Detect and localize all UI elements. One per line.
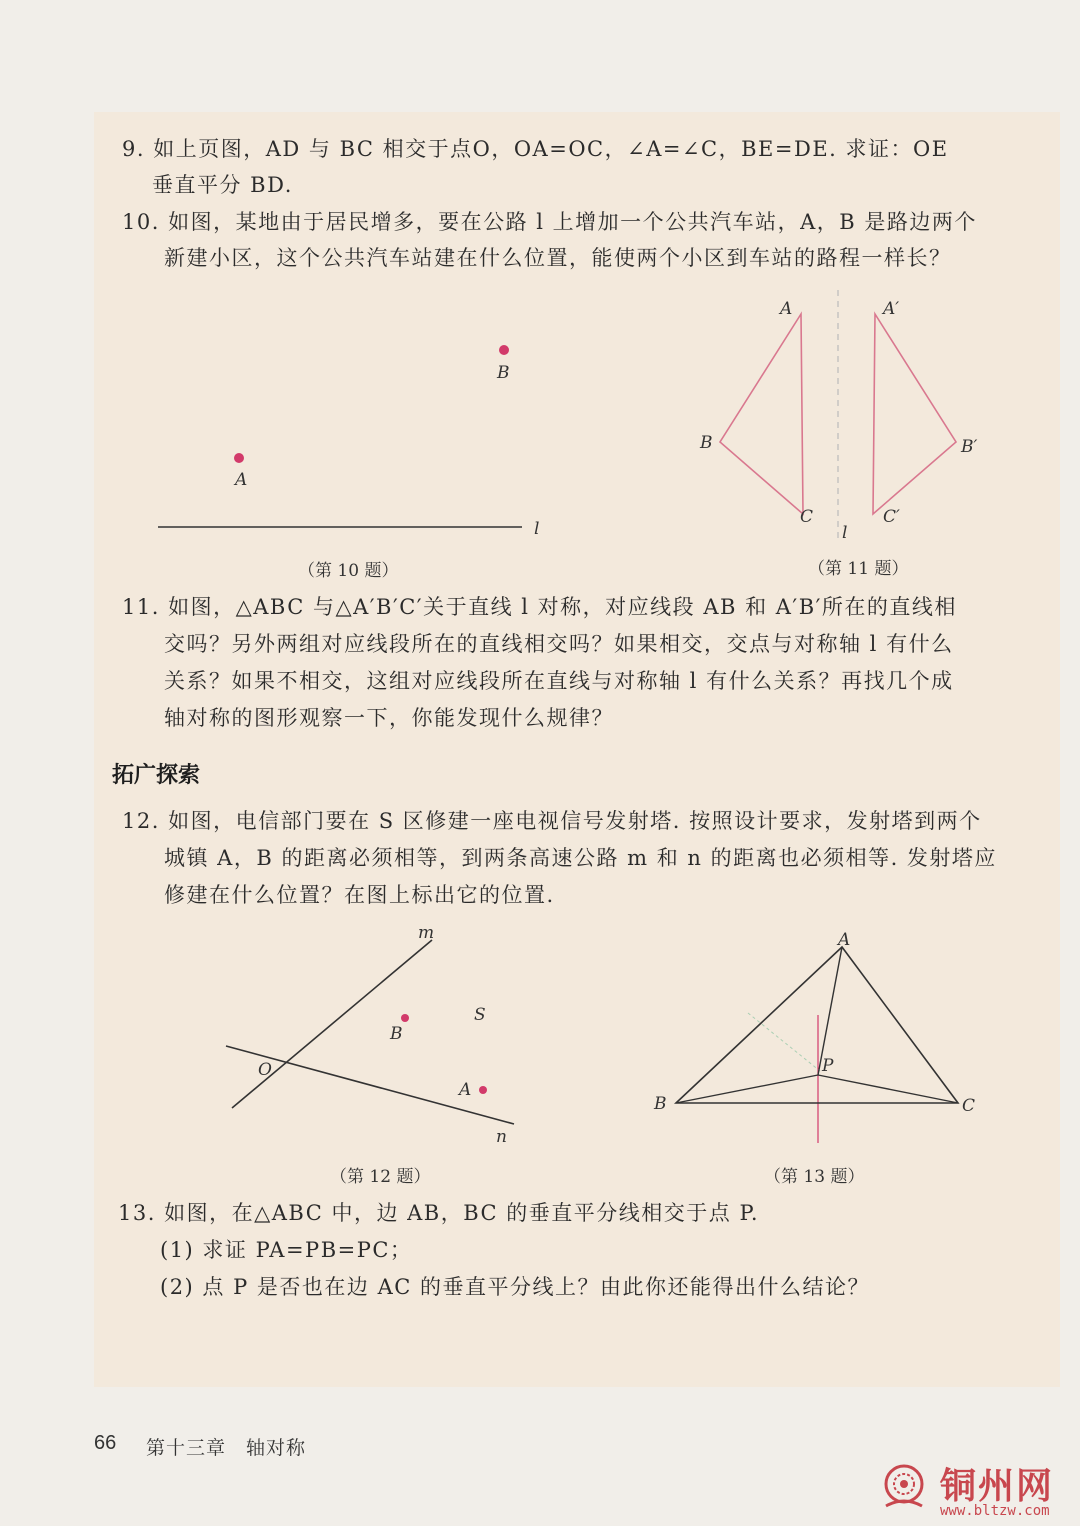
point-b bbox=[401, 1014, 409, 1022]
point-b bbox=[499, 345, 509, 355]
label-a: A bbox=[780, 299, 793, 319]
watermark-seal-icon bbox=[880, 1462, 928, 1510]
problem-13-line-2: (1) 求证 PA=PB=PC； bbox=[160, 1238, 413, 1262]
problem-10-line-2: 新建小区，这个公共汽车站建在什么位置，能使两个小区到车站的路程一样长？ bbox=[164, 246, 952, 270]
problem-13-line-3: (2) 点 P 是否也在边 AC 的垂直平分线上？由此你还能得出什么结论？ bbox=[160, 1275, 870, 1299]
problem-9-line-1: 9. 如上页图，AD 与 BC 相交于点O，OA=OC，∠A=∠C，BE=DE. 求证：OE bbox=[122, 137, 949, 161]
problem-12-line-1: 12. 如图，电信部门要在 S 区修建一座电视信号发射塔. 按照设计要求，发射塔到两个 bbox=[122, 809, 982, 833]
problem-9-line-2: 垂直平分 BD. bbox=[152, 173, 293, 197]
label-l: l bbox=[534, 519, 540, 539]
page-number: 66 bbox=[94, 1432, 117, 1454]
label-b: B bbox=[390, 1024, 403, 1044]
problem-12-line-3: 修建在什么位置？在图上标出它的位置. bbox=[164, 883, 555, 907]
problem-10-line-1: 10. 如图，某地由于居民增多，要在公路 l 上增加一个公共汽车站，A，B 是路边两个 bbox=[122, 210, 977, 234]
figure-13 bbox=[648, 925, 988, 1155]
figure-11-caption: （第 11 题） bbox=[808, 559, 909, 579]
segment-pb bbox=[676, 1075, 818, 1103]
triangle-abc bbox=[676, 947, 958, 1103]
problem-11-line-3: 关系？如果不相交，这组对应线段所在直线与对称轴 l 有什么关系？再找几个成 bbox=[164, 669, 954, 693]
label-m: m bbox=[418, 923, 435, 943]
label-a: A bbox=[235, 470, 248, 490]
label-o: O bbox=[258, 1060, 272, 1080]
figure-10 bbox=[150, 330, 570, 570]
figure-12 bbox=[220, 920, 540, 1150]
label-b: B bbox=[497, 363, 510, 383]
label-p: P bbox=[822, 1056, 834, 1076]
figure-12-caption: （第 12 题） bbox=[330, 1167, 431, 1187]
triangle-abc bbox=[720, 314, 803, 514]
label-l: l bbox=[842, 523, 848, 543]
problem-11-line-4: 轴对称的图形观察一下，你能发现什么规律？ bbox=[164, 706, 614, 730]
label-a: A bbox=[459, 1080, 472, 1100]
label-b: B bbox=[654, 1094, 667, 1114]
problem-13-line-1: 13. 如图，在△ABC 中，边 AB，BC 的垂直平分线相交于点 P. bbox=[118, 1201, 760, 1225]
watermark-text: 铜州网 bbox=[940, 1466, 1055, 1507]
label-c: C bbox=[962, 1096, 976, 1116]
label-b-prime: B′ bbox=[961, 437, 978, 457]
problem-12-line-2: 城镇 A，B 的距离必须相等，到两条高速公路 m 和 n 的距离也必须相等. 发射塔应 bbox=[164, 846, 997, 870]
figure-10-caption: （第 10 题） bbox=[298, 561, 399, 581]
label-n: n bbox=[496, 1127, 507, 1147]
label-c: C bbox=[800, 507, 814, 527]
point-a bbox=[479, 1086, 487, 1094]
segment-pc bbox=[818, 1075, 958, 1103]
label-b: B bbox=[700, 433, 713, 453]
perp-bisector-ab bbox=[748, 1013, 820, 1071]
watermark-url: www.bltzw.com bbox=[940, 1503, 1050, 1519]
figure-13-caption: （第 13 题） bbox=[764, 1167, 865, 1187]
point-a bbox=[234, 453, 244, 463]
figure-11 bbox=[690, 290, 990, 550]
label-s: S bbox=[474, 1005, 486, 1025]
problem-11-line-2: 交吗？另外两组对应线段所在的直线相交吗？如果相交，交点与对称轴 l 有什么 bbox=[164, 632, 954, 656]
label-a-prime: A′ bbox=[883, 299, 900, 319]
triangle-a2b2c2 bbox=[873, 314, 956, 514]
problem-11-line-1: 11. 如图，△ABC 与△A′B′C′关于直线 l 对称，对应线段 AB 和 A′B′所在的直线相 bbox=[122, 595, 957, 619]
label-a: A bbox=[838, 930, 851, 950]
label-c-prime: C′ bbox=[883, 507, 900, 527]
chapter-title: 第十三章 轴对称 bbox=[146, 1437, 307, 1459]
section-heading: 拓广探索 bbox=[112, 763, 201, 788]
